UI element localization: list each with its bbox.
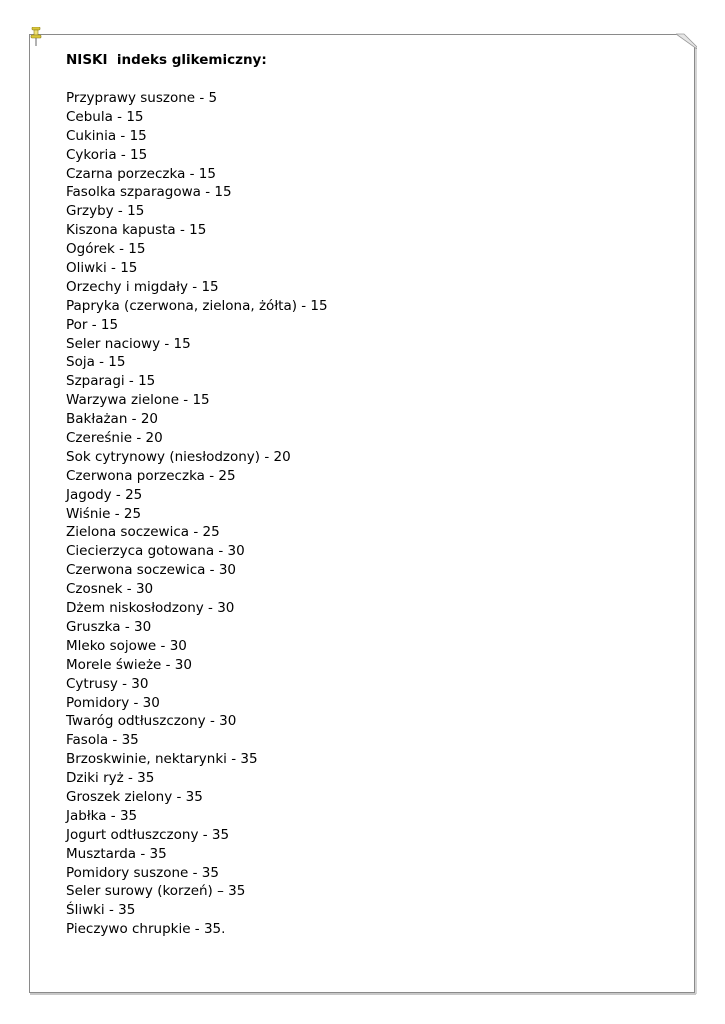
list-item: Dziki ryż - 35 <box>66 770 155 787</box>
page-shadow-right <box>695 48 697 994</box>
list-item: Ogórek - 15 <box>66 241 146 258</box>
list-item: Czerwona porzeczka - 25 <box>66 467 236 484</box>
list-item: Gruszka - 30 <box>66 618 152 635</box>
list-item: Zielona soczewica - 25 <box>66 524 220 541</box>
list-item: Seler surowy (korzeń) – 35 <box>66 883 246 900</box>
list-item: Pomidory suszone - 35 <box>66 864 219 881</box>
list-item: Czarna porzeczka - 15 <box>66 165 216 182</box>
list-item: Szparagi - 15 <box>66 373 156 390</box>
page-shadow-bottom <box>30 993 696 995</box>
list-item: Mleko sojowe - 30 <box>66 637 187 654</box>
list-item: Pomidory - 30 <box>66 694 160 711</box>
list-item: Por - 15 <box>66 316 119 333</box>
list-item: Kiszona kapusta - 15 <box>66 222 207 239</box>
list-item: Soja - 15 <box>66 354 126 371</box>
list-item: Wiśnie - 25 <box>66 505 142 522</box>
list-item: Groszek zielony - 35 <box>66 788 203 805</box>
list-item: Warzywa zielone - 15 <box>66 392 210 409</box>
pushpin-icon <box>30 27 42 47</box>
list-item: Seler naciowy - 15 <box>66 335 191 352</box>
glycemic-index-list <box>66 89 328 939</box>
list-item: Cukinia - 15 <box>66 127 147 144</box>
list-item: Cytrusy - 30 <box>66 675 149 692</box>
page-curl-icon <box>676 33 697 49</box>
list-item: Oliwki - 15 <box>66 260 138 277</box>
list-item: Brzoskwinie, nektarynki - 35 <box>66 751 258 768</box>
list-item: Musztarda - 35 <box>66 845 167 862</box>
list-item: Ciecierzyca gotowana - 30 <box>66 543 245 560</box>
list-item: Orzechy i migdały - 15 <box>66 278 219 295</box>
list-item: Jogurt odtłuszczony - 35 <box>66 826 230 843</box>
page-title: NISKI indeks glikemiczny: <box>66 52 267 68</box>
list-item: Bakłażan - 20 <box>66 411 159 428</box>
list-item: Jabłka - 35 <box>66 807 138 824</box>
list-item: Papryka (czerwona, zielona, żółta) - 15 <box>66 297 328 314</box>
list-item: Cykoria - 15 <box>66 146 148 163</box>
list-item: Cebula - 15 <box>66 108 144 125</box>
list-item: Morele świeże - 30 <box>66 656 192 673</box>
list-item: Czosnek - 30 <box>66 581 154 598</box>
list-item: Czerwona soczewica - 30 <box>66 562 237 579</box>
list-item: Dżem niskosłodzony - 30 <box>66 600 235 617</box>
list-item: Twaróg odtłuszczony - 30 <box>66 713 237 730</box>
list-item: Pieczywo chrupkie - 35. <box>66 921 226 938</box>
list-item: Przyprawy suszone - 5 <box>66 90 218 106</box>
list-item: Fasola - 35 <box>66 732 139 749</box>
list-item: Śliwki - 35 <box>66 902 136 919</box>
list-item: Jagody - 25 <box>66 486 143 503</box>
list-item: Sok cytrynowy (niesłodzony) - 20 <box>66 448 291 465</box>
list-item: Czereśnie - 20 <box>66 430 163 447</box>
list-item: Grzyby - 15 <box>66 203 145 220</box>
list-item: Fasolka szparagowa - 15 <box>66 184 232 201</box>
